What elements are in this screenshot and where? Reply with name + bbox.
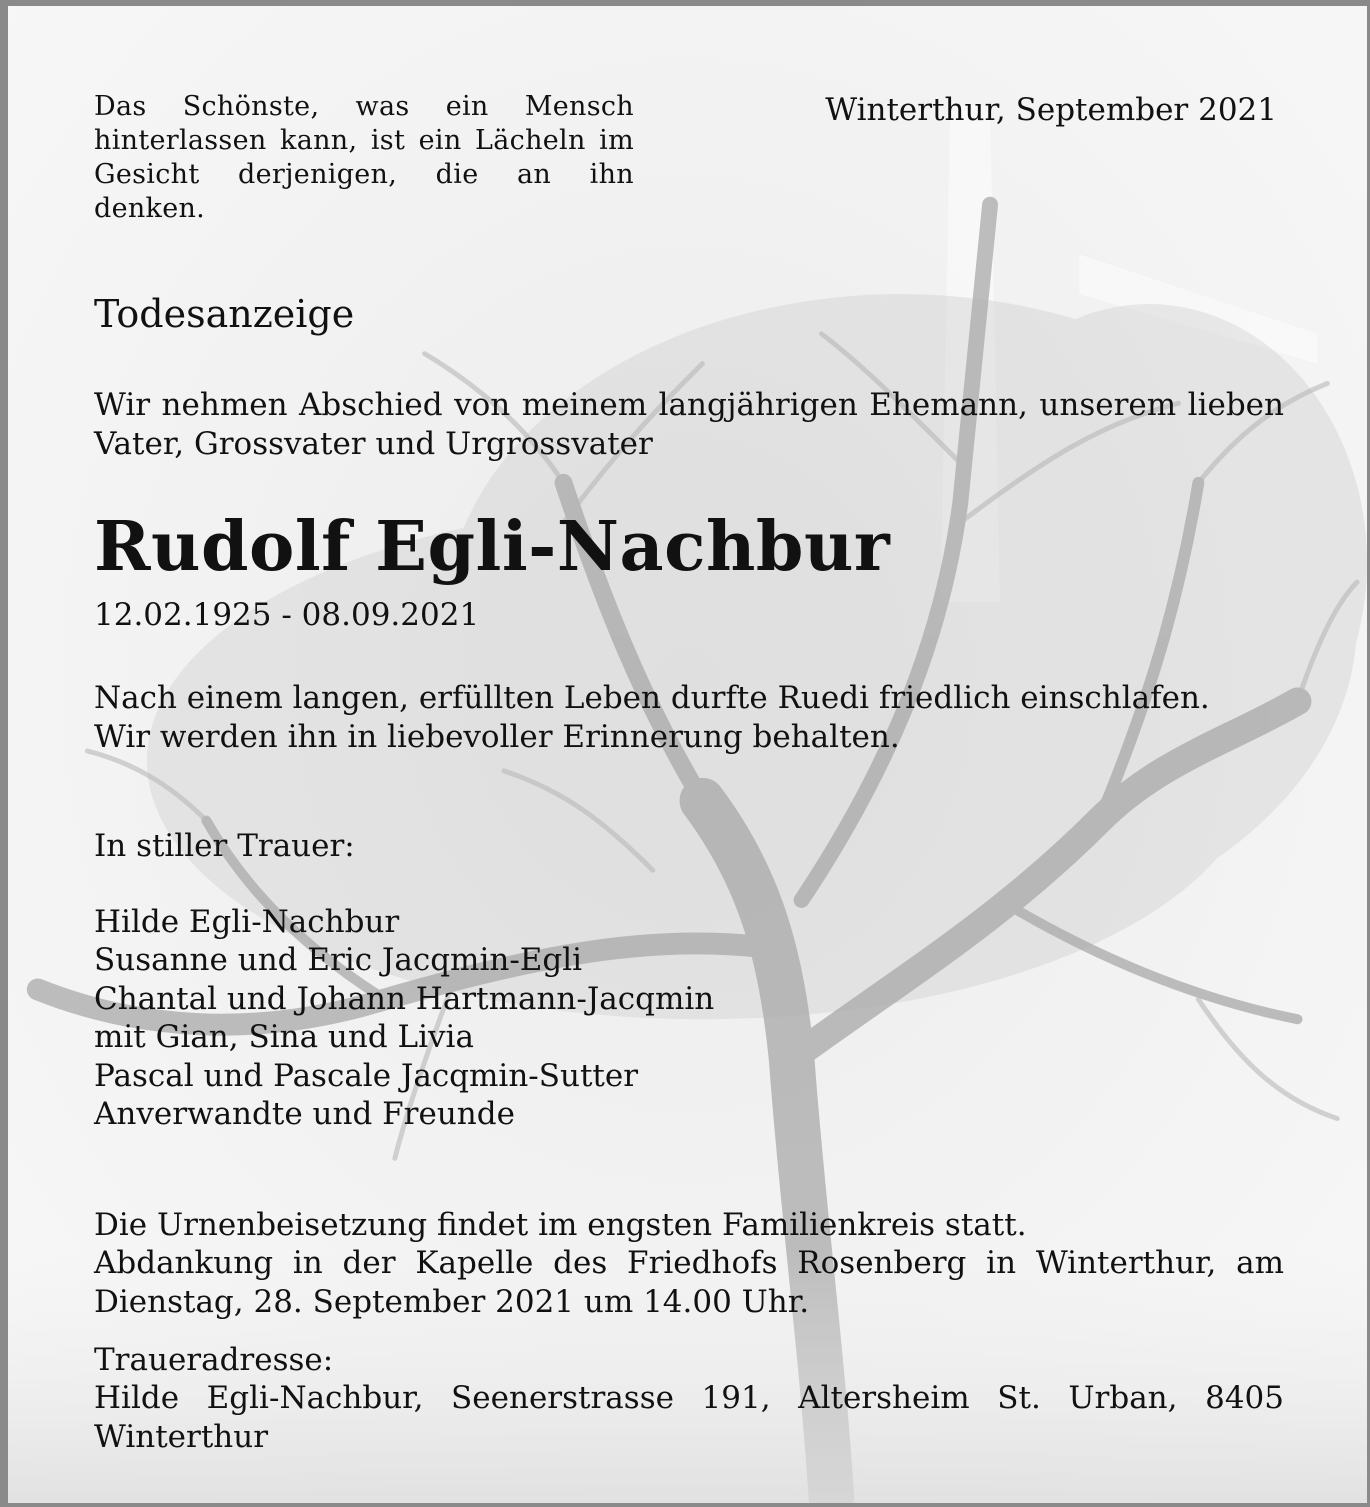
mourner-entry: Anverwandte und Freunde	[94, 1096, 515, 1133]
farewell-message	[94, 679, 1284, 757]
mourner-entry: Hilde Egli-Nachbur	[94, 904, 400, 940]
mourner-entry: Susanne und Eric Jacqmin-Egli	[94, 942, 583, 979]
mourners-list	[94, 903, 714, 1133]
mourner-entry: Pascal und Pascale Jacqmin-Sutter	[94, 1057, 639, 1094]
address-label: Traueradresse:	[94, 1342, 334, 1378]
mourning-label: In stiller Trauer:	[94, 828, 355, 864]
burial-note: Die Urnenbeisetzung findet im engsten Familienkreis statt.	[94, 1207, 1027, 1243]
life-dates: 12.02.1925 - 08.09.2021	[94, 597, 480, 633]
address-text: Hilde Egli-Nachbur, Seenerstrasse 191, Altersheim St. Urban, 8405 Winterthur	[94, 1380, 1284, 1455]
deceased-name: Rudolf Egli-Nachbur	[94, 507, 891, 587]
ceremony-info	[94, 1206, 1284, 1321]
memorial-service-note: Abdankung in der Kapelle des Friedhofs Rosenberg in Winterthur, am Dienstag, 28. September 2021 um 14.00 Uhr.	[94, 1245, 1284, 1320]
mourner-entry: mit Gian, Sina und Livia	[94, 1019, 474, 1056]
memorial-quote: Das Schönste, was ein Mensch hinterlassen kann, ist ein Lächeln im Gesicht derjenigen, die an ihn denken.	[94, 91, 634, 224]
message-line: Wir werden ihn in liebevoller Erinnerung behalten.	[94, 719, 900, 755]
message-line: Nach einem langen, erfüllten Leben durfte Ruedi friedlich einschlafen.	[94, 680, 1210, 716]
mourning-address	[94, 1341, 1284, 1456]
place-and-date: Winterthur, September 2021	[825, 92, 1277, 128]
notice-heading: Todesanzeige	[94, 292, 355, 336]
mourner-entry: Chantal und Johann Hartmann-Jacqmin	[94, 980, 715, 1017]
farewell-intro: Wir nehmen Abschied von meinem langjährigen Ehemann, unserem lieben Vater, Grossvater und Urgrossvater	[94, 387, 1284, 462]
